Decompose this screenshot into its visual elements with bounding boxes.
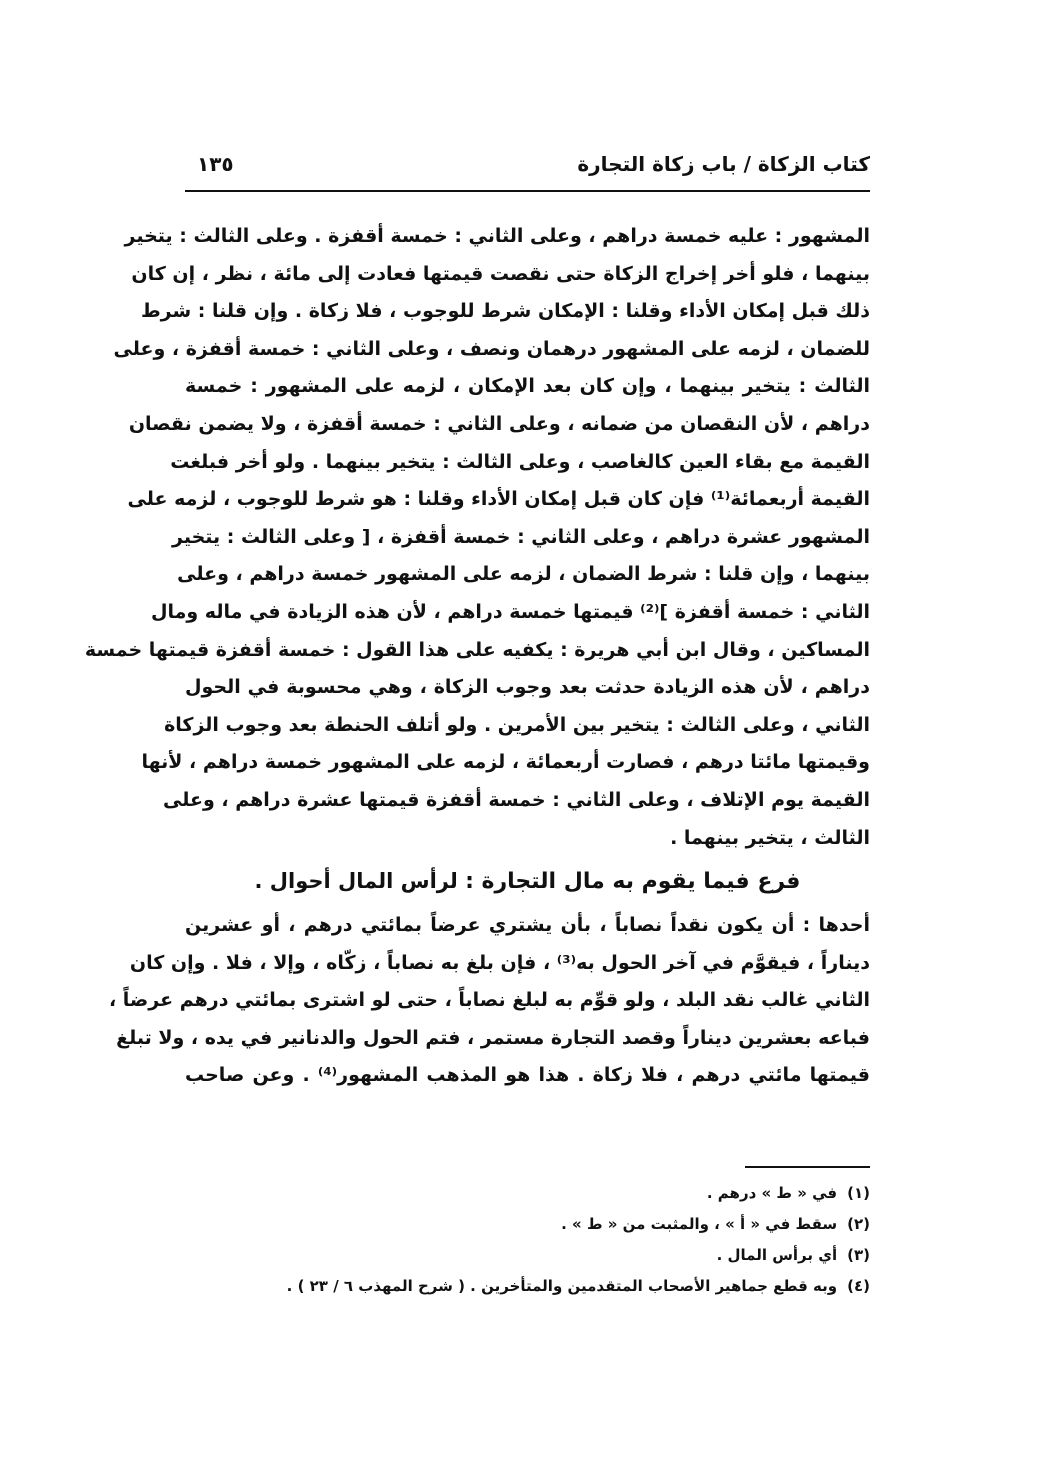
header-divider bbox=[185, 190, 870, 192]
footnote-number: (٤) bbox=[847, 1277, 870, 1295]
text-line: ديناراً ، فيقوَّم في آخر الحول به⁽³⁾ ، فإن بلغ به نصاباً ، زكّاه ، وإلا ، فلا . وإن كان bbox=[129, 951, 870, 974]
text-line: فباعه بعشرين ديناراً وقصد التجارة مستمر ، فتم الحول والدنانير في يده ، ولا تبلغ bbox=[116, 1026, 870, 1049]
page-number: ١٣٥ bbox=[197, 152, 234, 176]
footnote-text: في « ط » درهم . bbox=[706, 1184, 838, 1202]
text-line: للضمان ، لزمه على المشهور درهمان ونصف ، وعلى الثاني : خمسة أقفزة ، وعلى bbox=[113, 337, 870, 360]
running-title: كتاب الزكاة / باب زكاة التجارة bbox=[577, 152, 870, 176]
footnote-number: (٣) bbox=[847, 1246, 870, 1264]
text-line: الثاني : خمسة أقفزة ]⁽²⁾ قيمتها خمسة دراهم ، لأن هذه الزيادة في ماله ومال bbox=[150, 600, 870, 623]
text-line: بينهما ، وإن قلنا : شرط الضمان ، لزمه على المشهور خمسة دراهم ، وعلى bbox=[177, 563, 870, 586]
text-line: المشهور : عليه خمسة دراهم ، وعلى الثاني : خمسة أقفزة . وعلى الثالث : يتخير bbox=[124, 225, 870, 247]
text-line: ذلك قبل إمكان الأداء وقلنا : الإمكان شرط للوجوب ، فلا زكاة . وإن قلنا : شرط bbox=[140, 300, 870, 323]
footnote-text: سقط في « أ » ، والمثبت من « ط » . bbox=[561, 1215, 838, 1233]
footnote-divider bbox=[745, 1166, 870, 1168]
text-line: دراهم ، لأن النقصان من ضمانه ، وعلى الثاني : خمسة أقفزة ، ولا يضمن نقصان bbox=[128, 412, 870, 435]
footnote-text: أي برأس المال . bbox=[716, 1246, 838, 1264]
text-line: الثاني ، وعلى الثالث : يتخير بين الأمرين . ولو أتلف الحنطة بعد وجوب الزكاة bbox=[164, 713, 870, 736]
footnote bbox=[185, 1271, 870, 1302]
text-line: الثالث : يتخير بينهما ، وإن كان بعد الإمكان ، لزمه على المشهور : خمسة bbox=[185, 375, 870, 398]
footnote-text: وبه قطع جماهير الأصحاب المتقدمين والمتأخرين . ( شرح المهذب ٦ / ٢٣ ) . bbox=[286, 1277, 838, 1295]
text-line: القيمة مع بقاء العين كالغاصب ، وعلى الثالث : يتخير بينهما . ولو أخر فبلغت bbox=[170, 450, 870, 473]
text-line: المساكين ، وقال ابن أبي هريرة : يكفيه على هذا القول : خمسة أقفزة قيمتها خمسة bbox=[84, 638, 870, 661]
page-header bbox=[185, 150, 870, 186]
text-line: القيمة يوم الإتلاف ، وعلى الثاني : خمسة أقفزة قيمتها عشرة دراهم ، وعلى bbox=[163, 788, 870, 811]
text-line: المشهور عشرة دراهم ، وعلى الثاني : خمسة أقفزة ، [ وعلى الثالث : يتخير bbox=[172, 525, 870, 548]
section-heading bbox=[185, 861, 870, 901]
text-line: بينهما ، فلو أخر إخراج الزكاة حتى نقصت قيمتها فعادت إلى مائة ، نظر ، إن كان bbox=[131, 262, 870, 285]
footnotes bbox=[185, 1178, 870, 1302]
footnote bbox=[185, 1178, 870, 1209]
section-heading-title: فرع فيما يقوم به مال التجارة : bbox=[465, 869, 801, 895]
text-line: قيمتها مائتي درهم ، فلا زكاة . هذا هو المذهب المشهور⁽⁴⁾ . وعن صاحب bbox=[185, 1064, 870, 1087]
text-line: وقيمتها مائتا درهم ، فصارت أربعمائة ، لزمه على المشهور خمسة دراهم ، لأنها bbox=[141, 751, 870, 774]
section-heading-rest: لرأس المال أحوال . bbox=[254, 869, 458, 894]
footnote-number: (٢) bbox=[847, 1215, 870, 1233]
text-line: دراهم ، لأن هذه الزيادة حدثت بعد وجوب الزكاة ، وهي محسوبة في الحول bbox=[185, 676, 870, 699]
text-line: الثالث ، يتخير بينهما . bbox=[670, 826, 870, 849]
text-line: القيمة أربعمائة⁽¹⁾ فإن كان قبل إمكان الأداء وقلنا : هو شرط للوجوب ، لزمه على bbox=[127, 488, 870, 511]
text-line: أحدها : أن يكون نقداً نصاباً ، بأن يشتري عرضاً بمائتي درهم ، أو عشرين bbox=[185, 914, 870, 937]
footnote-number: (١) bbox=[847, 1184, 870, 1202]
main-text bbox=[84, 218, 870, 1095]
text-line: الثاني غالب نقد البلد ، ولو قوِّم به لبلغ نصاباً ، حتى لو اشترى بمائتي درهم عرضاً ، bbox=[108, 989, 870, 1012]
footnote bbox=[185, 1209, 870, 1240]
footnote bbox=[185, 1240, 870, 1271]
